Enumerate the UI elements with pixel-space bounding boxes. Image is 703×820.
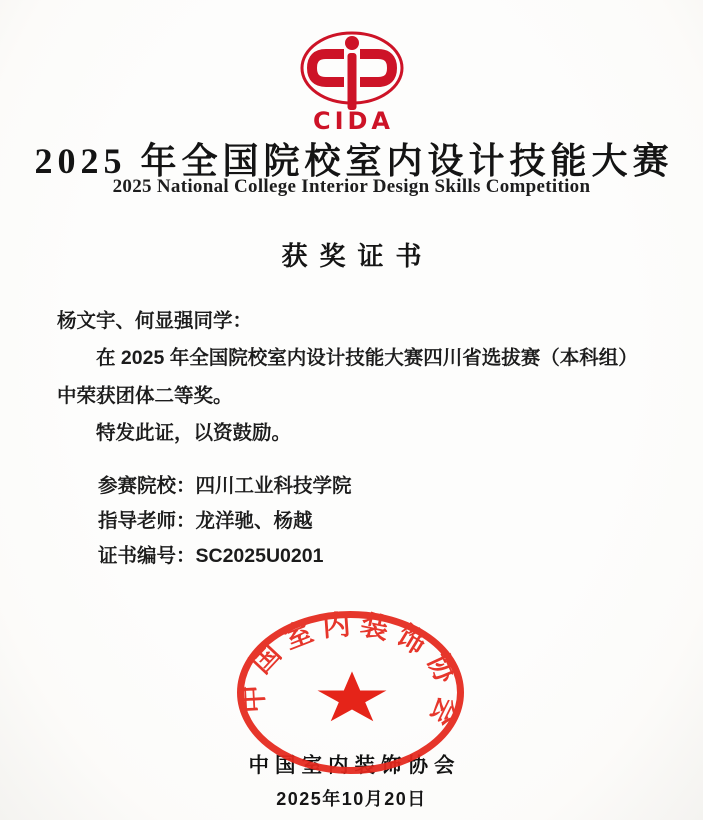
issuing-organization: 中国室内装饰协会 <box>248 754 461 777</box>
competition-title-en: 2025 National College Interior Design Skills Competition <box>112 176 591 197</box>
participating-school-line: 参赛院校：四川工业科技学院 <box>98 475 352 497</box>
salutation-line: 杨文宇、何显强同学： <box>57 310 253 332</box>
cida-emblem-icon <box>290 28 414 110</box>
competition-title-cn: 2025 年全国院校室内设计技能大赛 <box>34 141 674 181</box>
cida-logo <box>0 28 703 135</box>
svg-text:中国室内装饰协会 <box>237 609 465 738</box>
certificate-details <box>98 469 655 574</box>
cida-acronym: CIDA <box>312 107 395 135</box>
certificate-heading: 获奖证书 <box>281 241 434 271</box>
official-seal <box>232 607 469 778</box>
award-line-1: 在 2025 年全国院校室内设计技能大赛四川省选拔赛（本科组） <box>96 347 638 370</box>
award-line-2: 中荣获团体二等奖。 <box>57 384 233 407</box>
seal-arc-text: 中国室内装饰协会 <box>236 608 465 738</box>
five-pointed-star-icon <box>318 671 387 721</box>
certificate-body <box>57 303 655 453</box>
closing-line: 特发此证，以资鼓励。 <box>96 422 292 445</box>
advisors-line: 指导老师：龙洋驰、杨越 <box>98 510 313 532</box>
certificate-number-line: 证书编号：SC2025U0201 <box>98 545 324 567</box>
issue-date: 2025年10月20日 <box>276 789 427 809</box>
